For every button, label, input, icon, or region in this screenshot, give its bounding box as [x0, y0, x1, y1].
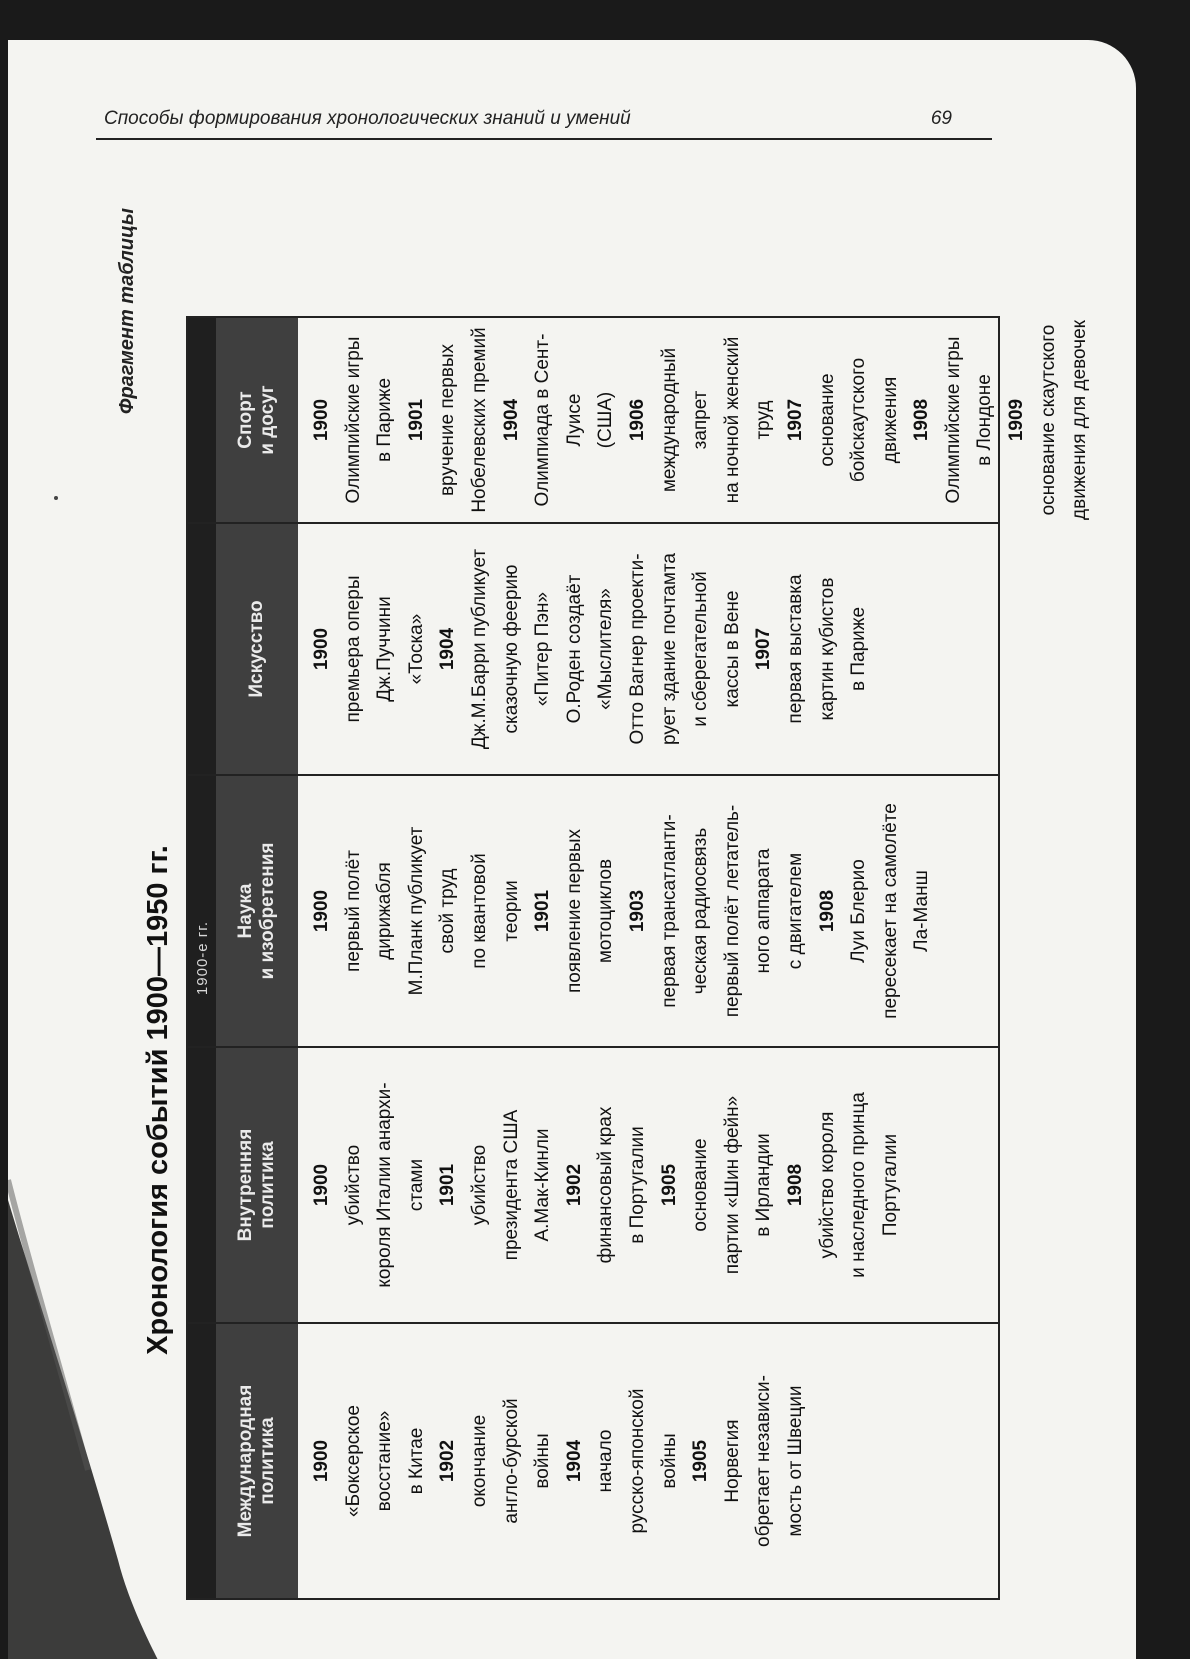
event-text: на ночной женский труд: [721, 336, 775, 504]
event-text: в Китае: [405, 1427, 427, 1495]
event-text: Отто Вагнер проекти-: [626, 553, 648, 745]
event-text: М.Планк публикует: [405, 826, 427, 996]
column-body: [306, 1048, 992, 1322]
column-heading: [216, 1324, 298, 1598]
column-heading: [216, 776, 298, 1046]
event-text: убийство: [468, 1144, 490, 1226]
event-year: 1900: [311, 398, 332, 442]
event-text: Олимпийские игры: [342, 336, 364, 504]
event-year: 1900: [311, 889, 332, 933]
event-text: короля Италии анархи-: [374, 1082, 396, 1288]
event-text: Дж.Пуччини: [374, 596, 396, 702]
event-year: 1905: [690, 1439, 712, 1483]
event-year: 1900: [311, 1439, 332, 1483]
table-column: [188, 522, 998, 774]
event-year: 1904: [437, 627, 459, 671]
event-text: войны: [532, 1433, 554, 1489]
column-heading-line: Международная: [235, 1384, 256, 1538]
table-caption: Фрагмент таблицы: [116, 208, 138, 415]
column-heading-line: политика: [257, 1417, 278, 1505]
event-text: основание бойскаутского: [816, 357, 870, 483]
event-text: Олимпийские игры: [942, 336, 964, 504]
event-text: Луи Блерио: [848, 859, 870, 963]
event-text: «Питер Пэн»: [532, 591, 554, 707]
event-text: первый полёт: [342, 850, 364, 972]
column-heading-line: и досуг: [257, 385, 278, 455]
event-text: финансовый крах: [595, 1106, 617, 1264]
table-column: [188, 774, 998, 1046]
column-body: [306, 524, 992, 774]
rotated-table-block: [108, 160, 1091, 1600]
period-label: 1900-е гг.: [188, 318, 216, 1598]
event-year: 1902: [563, 1163, 585, 1207]
chronology-table: [186, 316, 1091, 1600]
event-year: 1901: [532, 889, 554, 933]
event-year: 1905: [658, 1163, 680, 1207]
event-text: президента США: [500, 1109, 522, 1261]
event-text: в Париже: [374, 377, 396, 463]
event-text: «Мыслителя»: [595, 588, 617, 710]
event-text: сказочную феерию: [500, 564, 522, 734]
event-year: 1902: [437, 1439, 459, 1483]
event-text: вручение первых: [437, 343, 459, 497]
event-text: картин кубистов: [816, 577, 838, 721]
table-column: [188, 1322, 998, 1598]
event-text: основание скаутского: [1037, 324, 1059, 516]
event-text: начало: [595, 1429, 617, 1493]
event-text: О.Роден создаёт: [563, 574, 585, 724]
column-body: [306, 318, 1091, 522]
running-head-title: Способы формирования хронологических знаний и умений: [104, 108, 631, 129]
event-text: Олимпиада в Сент-Луисе: [532, 333, 585, 507]
event-text: свой труд: [437, 868, 459, 954]
event-text: в Париже: [848, 606, 870, 692]
event-text: войны: [658, 1433, 680, 1489]
event-text: пересекает на самолёте: [879, 803, 901, 1019]
event-text: убийство короля: [816, 1111, 838, 1259]
column-heading: [216, 524, 298, 774]
table-column: [188, 1046, 998, 1322]
event-year: 1908: [784, 1163, 806, 1207]
event-text: Ла-Манш: [911, 870, 933, 952]
event-year: 1904: [500, 398, 522, 442]
event-text: ческая радиосвязь: [690, 827, 712, 995]
event-text: международный запрет: [658, 347, 712, 493]
event-text: и наследного принца: [848, 1092, 870, 1278]
event-text: Нобелевских премий: [468, 327, 490, 513]
event-text: в Португалии: [626, 1126, 648, 1244]
event-text: дирижабля: [374, 862, 396, 960]
event-year: 1907: [784, 398, 806, 442]
event-text: партии «Шин фейн»: [721, 1095, 743, 1275]
event-text: убийство: [342, 1144, 364, 1226]
event-year: 1901: [405, 398, 427, 442]
event-text: движения: [879, 376, 901, 464]
event-year: 1908: [816, 889, 838, 933]
table-column: [188, 318, 1091, 522]
event-year: 1908: [911, 398, 933, 442]
column-heading-line: и изобретения: [257, 842, 278, 980]
event-text: окончание: [468, 1414, 490, 1508]
event-text: премьера оперы: [342, 575, 364, 723]
event-text: первая выставка: [784, 574, 806, 724]
event-text: движения для девочек: [1069, 320, 1091, 520]
event-text: мотоциклов: [595, 858, 617, 964]
event-text: ного аппарата: [753, 848, 775, 974]
event-year: 1901: [437, 1163, 459, 1207]
event-text: и сберегательной: [690, 571, 712, 727]
event-text: появление первых: [563, 828, 585, 994]
event-text: по квантовой: [468, 853, 490, 969]
scan-smudge: [8, 1140, 158, 1659]
event-year: 1900: [311, 1163, 332, 1207]
scan-speck: [54, 496, 58, 500]
event-year: 1900: [311, 627, 332, 671]
event-text: основание: [690, 1138, 712, 1232]
event-year: 1903: [626, 889, 648, 933]
event-text: кассы в Вене: [721, 590, 743, 708]
column-heading-line: Спорт: [235, 391, 256, 449]
running-head: [96, 104, 992, 140]
event-text: Дж.М.Барри публикует: [468, 548, 490, 750]
event-text: в Ирландии: [753, 1133, 775, 1237]
column-heading-line: Наука: [235, 883, 256, 939]
event-text: рует здание почтамта: [658, 553, 680, 745]
event-text: «Тоска»: [405, 613, 427, 685]
page-number: 69: [930, 108, 952, 129]
event-text: англо-бурской: [500, 1398, 522, 1524]
event-year: 1907: [753, 627, 775, 671]
table-title: Хронология событий 1900—1950 гг.: [142, 845, 174, 1355]
event-text: обретает независи-: [753, 1375, 775, 1547]
event-text: с двигателем: [784, 852, 806, 970]
event-text: теории: [500, 880, 522, 942]
event-text: первый полёт летатель-: [721, 804, 743, 1018]
event-text: первая трансатланти-: [658, 814, 680, 1008]
column-heading-line: Внутренняя: [235, 1128, 256, 1242]
column-heading-line: Искусство: [246, 600, 267, 698]
event-text: мость от Швеции: [784, 1385, 806, 1537]
column-heading: [216, 1048, 298, 1322]
event-text: восстание»: [374, 1410, 396, 1512]
event-year: 1906: [626, 398, 648, 442]
event-year: 1904: [563, 1439, 585, 1483]
column-body: [306, 1324, 992, 1598]
event-text: русско-японской: [626, 1388, 648, 1534]
event-text: Португалии: [879, 1133, 901, 1237]
column-heading: [216, 318, 298, 522]
event-text: А.Мак-Кинли: [532, 1128, 554, 1242]
event-text: «Боксерское: [342, 1405, 364, 1517]
event-text: стами: [405, 1158, 427, 1212]
column-body: [306, 776, 992, 1046]
event-text: (США): [595, 391, 617, 449]
event-year: 1909: [1006, 398, 1028, 442]
event-text: в Лондоне: [974, 374, 996, 466]
event-text: Норвегия: [721, 1419, 743, 1503]
book-page: [8, 40, 1136, 1659]
column-heading-line: политика: [257, 1141, 278, 1229]
